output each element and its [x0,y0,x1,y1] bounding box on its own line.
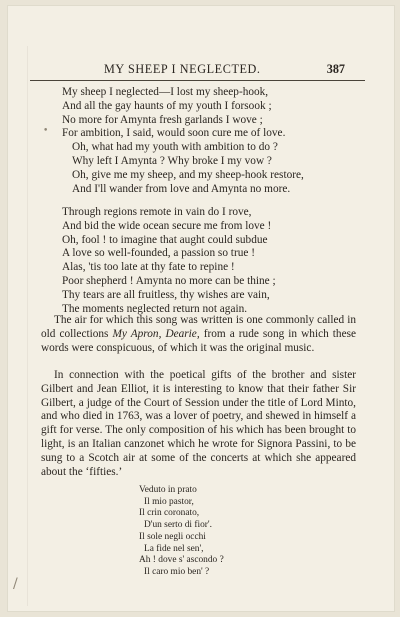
italian-canzonet [8,485,394,579]
stanza-2 [8,206,394,316]
stanza-line: Oh, what had my youth with ambition to do ? [72,141,278,154]
paragraph-text: from a rude song in which these words were conspicuous, of which it was the original music. [41,327,357,354]
margin-mark: / [13,576,18,592]
stanza-line: Oh, give me my sheep, and my sheep-hook restore, [72,168,304,181]
stanza-line: The moments neglected return not again. [62,302,248,315]
stanza-line: Through regions remote in vain do I rove, [62,206,252,218]
stanza-line: My sheep I neglected—I lost my sheep-hook, [62,86,269,98]
stanza-line: And I'll wander from love and Amynta no more. [72,182,291,195]
commentary-paragraph-2 [41,369,356,479]
paragraph: In connection with the poetical gifts of the brother and sister Gilbert and Jean Elliot, it is interesting to know that their father Sir Gilbert, a judge of the Court of Session under the title of Lord Minto, and who died in 1763, was a lover of poetry, and shewed in himself a gift for verse. The only composition of his which has been brought to light, is an Italian canzonet which he wrote for Signora Passini, to be sung to a Scotch air at some of the concerts at which she appeared about the ‘fifties.’ [41,369,356,478]
stanza-line: Thy tears are all fruitless, thy wishes are vain, [62,288,270,301]
stanza-line: Alas, 'tis too late at thy fate to repine ! [62,261,235,274]
running-header [8,61,394,81]
verse-line: Il caro mio ben' ? [144,566,210,577]
song-title-italic: My Apron, Dearie, [112,327,200,340]
book-page [8,6,394,611]
paragraph-text: The air for which this song was written is one commonly called in old collections [41,314,356,340]
stanza-line: Why left I Amynta ? Why broke I my vow ? [72,154,272,167]
stanza-line: And bid the wide ocean secure me from love ! [62,219,272,232]
stanza-line: And all the gay haunts of my youth I forsook ; [62,99,272,112]
running-title: MY SHEEP I NEGLECTED. [104,62,261,76]
verse-line: La fide nel sen', [144,543,204,554]
stanza-line: For ambition, I said, would soon cure me of love. [62,127,286,140]
verse-line: Il mio pastor, [144,496,194,507]
commentary-paragraph-1 [41,314,356,355]
verse-line: Il crin coronato, [139,508,200,519]
stanza-line: A love so well-founded, a passion so true ! [62,247,255,260]
stanza-line: Poor shepherd ! Amynta no more can be thine ; [62,274,276,287]
stanza-line: No more for Amynta fresh garlands I wove ; [62,113,263,126]
header-rule [30,80,365,81]
stanza-line: Oh, fool ! to imagine that aught could subdue [62,233,268,246]
verse-line: Ah ! dove s' ascondo ? [139,555,224,566]
verse-line: Il sole negli occhi [139,531,206,542]
verse-line: Veduto in prato [139,485,197,495]
verse-line: D'un serto di fior'. [144,520,212,531]
ink-mark: • [43,126,49,136]
paragraph [41,314,356,355]
stanza-1 [8,86,394,196]
page-number: 387 [326,62,345,76]
